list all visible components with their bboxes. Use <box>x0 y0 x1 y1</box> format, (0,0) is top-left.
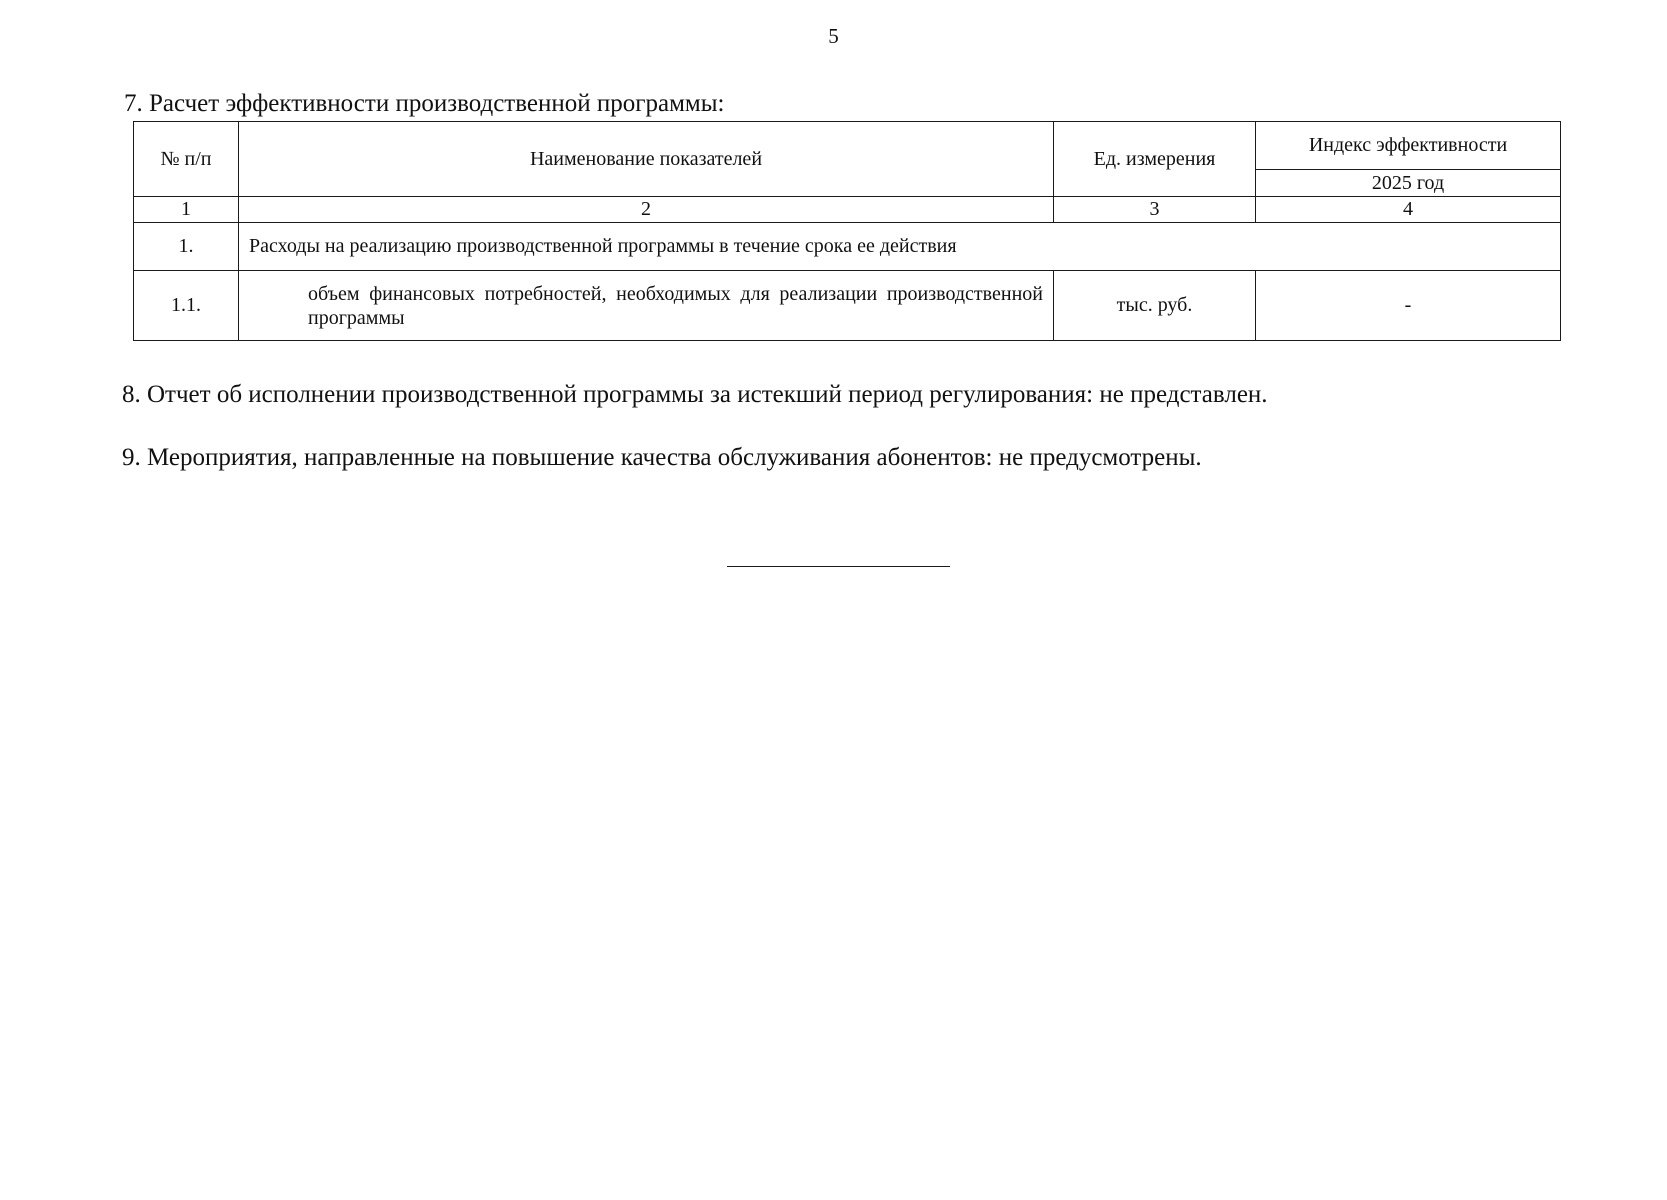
header-index: Индекс эффективности <box>1256 122 1561 170</box>
section-8-paragraph: 8. Отчет об исполнении производственной программы за истекший период регулирования: не представлен. <box>122 381 1268 408</box>
closing-divider <box>727 566 950 567</box>
header-name: Наименование показателей <box>239 122 1054 197</box>
section-7-heading: 7. Расчет эффективности производственной программы: <box>124 90 725 117</box>
table-row <box>134 223 1561 271</box>
indicator-name: объем финансовых потребностей, необходимых для реализации производственной программы <box>239 271 1054 341</box>
row-number: 1.1. <box>134 271 239 341</box>
column-number: 3 <box>1054 197 1256 223</box>
indicator-value: - <box>1256 271 1561 341</box>
header-num: № п/п <box>134 122 239 197</box>
row-title: Расходы на реализацию производственной программы в течение срока ее действия <box>239 223 1561 271</box>
section-9-paragraph: 9. Мероприятия, направленные на повышение качества обслуживания абонентов: не предусмотрены. <box>122 444 1202 471</box>
indicator-unit: тыс. руб. <box>1054 271 1256 341</box>
table-header-row <box>134 122 1561 170</box>
table-row <box>134 271 1561 341</box>
page-number: 5 <box>828 24 839 48</box>
row-number: 1. <box>134 223 239 271</box>
header-unit: Ед. измерения <box>1054 122 1256 197</box>
column-number-row <box>134 197 1561 223</box>
column-number: 4 <box>1256 197 1561 223</box>
column-number: 1 <box>134 197 239 223</box>
efficiency-table <box>133 121 1561 341</box>
header-year: 2025 год <box>1256 170 1561 197</box>
column-number: 2 <box>239 197 1054 223</box>
